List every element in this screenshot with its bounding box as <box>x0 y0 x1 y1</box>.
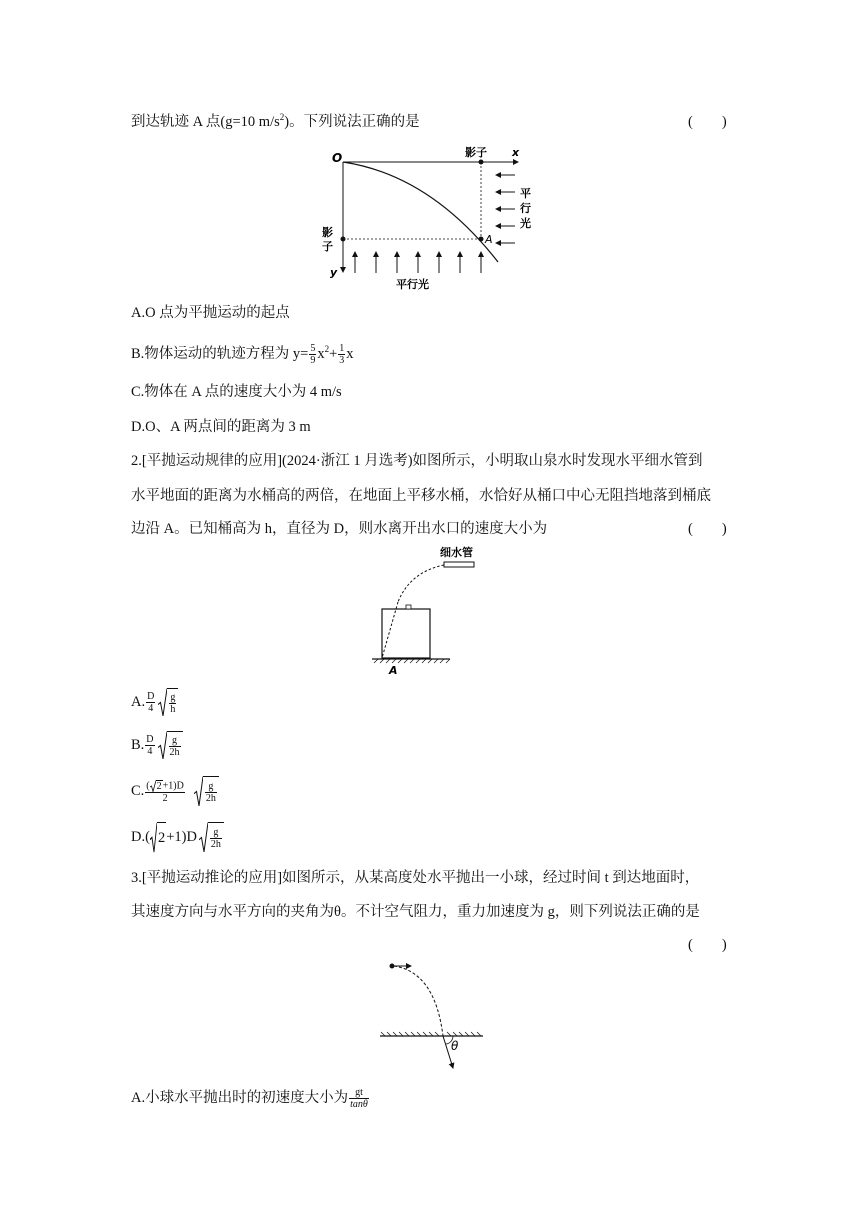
q3-option-a: A.小球水平抛出时的初速度大小为 $\frac{gt}{\tan\theta}$ <box>131 1087 368 1111</box>
pipe-label: 细水管 <box>440 546 473 559</box>
q2-figure <box>370 544 490 680</box>
water-path-upper <box>398 565 444 602</box>
angle-label: θ <box>451 1039 459 1053</box>
q1-option-a: A.O 点为平抛运动的起点 <box>131 305 290 321</box>
q2-stem-line3: 边沿 A。已知桶高为 h，直径为 D，则水离开出水口的速度大小为 <box>131 521 548 537</box>
shadow-dot-top <box>479 160 484 165</box>
square-root <box>158 731 183 760</box>
point-a-label: A <box>389 664 398 677</box>
fraction: $\frac{gt}{\tan\theta}$ <box>350 1087 368 1111</box>
shadow-label-top: 影子 <box>465 146 487 159</box>
square-root <box>158 688 178 717</box>
bucket-mouth-marker <box>406 605 411 609</box>
point-a-label: A <box>485 233 493 246</box>
ball-trajectory <box>394 966 443 1036</box>
shadow-label-left-1: 影 <box>322 226 333 239</box>
q2-stem-line2: 水平地面的距离为水桶高的两倍，在地面上平移水桶，水恰好从桶口中心无阻挡地落到桶底 <box>131 488 711 504</box>
q3-stem-line2: 其速度方向与水平方向的夹角为θ。不计空气阻力，重力加速度为 g，则下列说法正确的是 <box>131 904 700 920</box>
square-root: 2 <box>150 822 166 853</box>
square-root: 2 <box>150 780 163 792</box>
water-pipe <box>444 562 474 567</box>
y-axis-label: y <box>330 266 338 279</box>
fraction: $\frac{D}{4}$ <box>146 734 154 758</box>
q2-stem-line1: 2.[平抛运动规律的应用](2024·浙江 1 月选考)如图所示，小明取山泉水时发现水平细水管到 <box>131 453 703 469</box>
q2-option-c: C. ( 2+1)D 2 $\frac{g}{2h}$ <box>131 776 219 807</box>
x-axis-label: x <box>512 146 520 159</box>
q2-answer-bracket: ( ) <box>688 521 727 537</box>
fraction: $\frac{g}{2h}$ <box>210 827 221 851</box>
origin-label: O <box>332 151 343 165</box>
shadow-dot-left <box>341 237 346 242</box>
light-label-bottom: 平行光 <box>396 278 429 291</box>
q1-figure <box>310 140 550 295</box>
fraction: ( 2+1)D 2 <box>146 779 184 804</box>
fraction: $\frac{1}{3}$ <box>339 343 345 367</box>
q1-option-c: C.物体在 A 点的速度大小为 4 m/s <box>131 384 342 400</box>
light-label-right-1: 平 <box>520 187 531 200</box>
light-arrows-bottom <box>355 252 481 273</box>
q1-stem: 到达轨迹 A 点(g=10 $m/s^2$)。下列说法正确的是 <box>131 112 420 130</box>
q1-option-d: D.O、A 两点间的距离为 3 m <box>131 419 311 435</box>
q2-option-b: B. $\frac{D}{4}$ $\frac{g}{2h}$ <box>131 731 183 760</box>
q3-answer-bracket: ( ) <box>688 937 727 953</box>
point-a-dot <box>479 237 484 242</box>
q3-stem-line1: 3.[平抛运动推论的应用]如图所示，从某高度处水平抛出一小球，经过时间 t 到达地面时， <box>131 870 700 886</box>
light-label-right-2: 行 <box>520 202 531 215</box>
fraction: $\frac{g}{2h}$ <box>205 781 216 805</box>
shadow-label-left-2: 子 <box>322 240 333 253</box>
fraction: $\frac{D}{4}$ <box>147 691 155 715</box>
light-label-right-3: 光 <box>520 217 531 230</box>
q1-answer-bracket: ( ) <box>688 114 727 130</box>
q2-option-a: A. $\frac{D}{4}$ $\frac{g}{h}$ <box>131 688 178 717</box>
q2-option-d: D.( 2+1)D $\frac{g}{2h}$ <box>131 822 224 853</box>
ball <box>390 964 395 969</box>
fraction: $\frac{g}{h}$ <box>170 692 176 716</box>
square-root <box>199 822 224 853</box>
fraction: $\frac{g}{2h}$ <box>169 735 180 759</box>
q3-figure <box>375 958 495 1078</box>
trajectory-curve <box>343 162 498 262</box>
water-path-lower <box>382 602 398 658</box>
fraction: $\frac{5}{9}$ <box>310 343 316 367</box>
q1-option-b: B.物体运动的轨迹方程为 y= $\frac{5}{9}$ $x^2+$ $\frac{1}{3}$ x <box>131 343 354 367</box>
square-root <box>194 776 219 807</box>
light-arrows-right <box>496 175 515 243</box>
